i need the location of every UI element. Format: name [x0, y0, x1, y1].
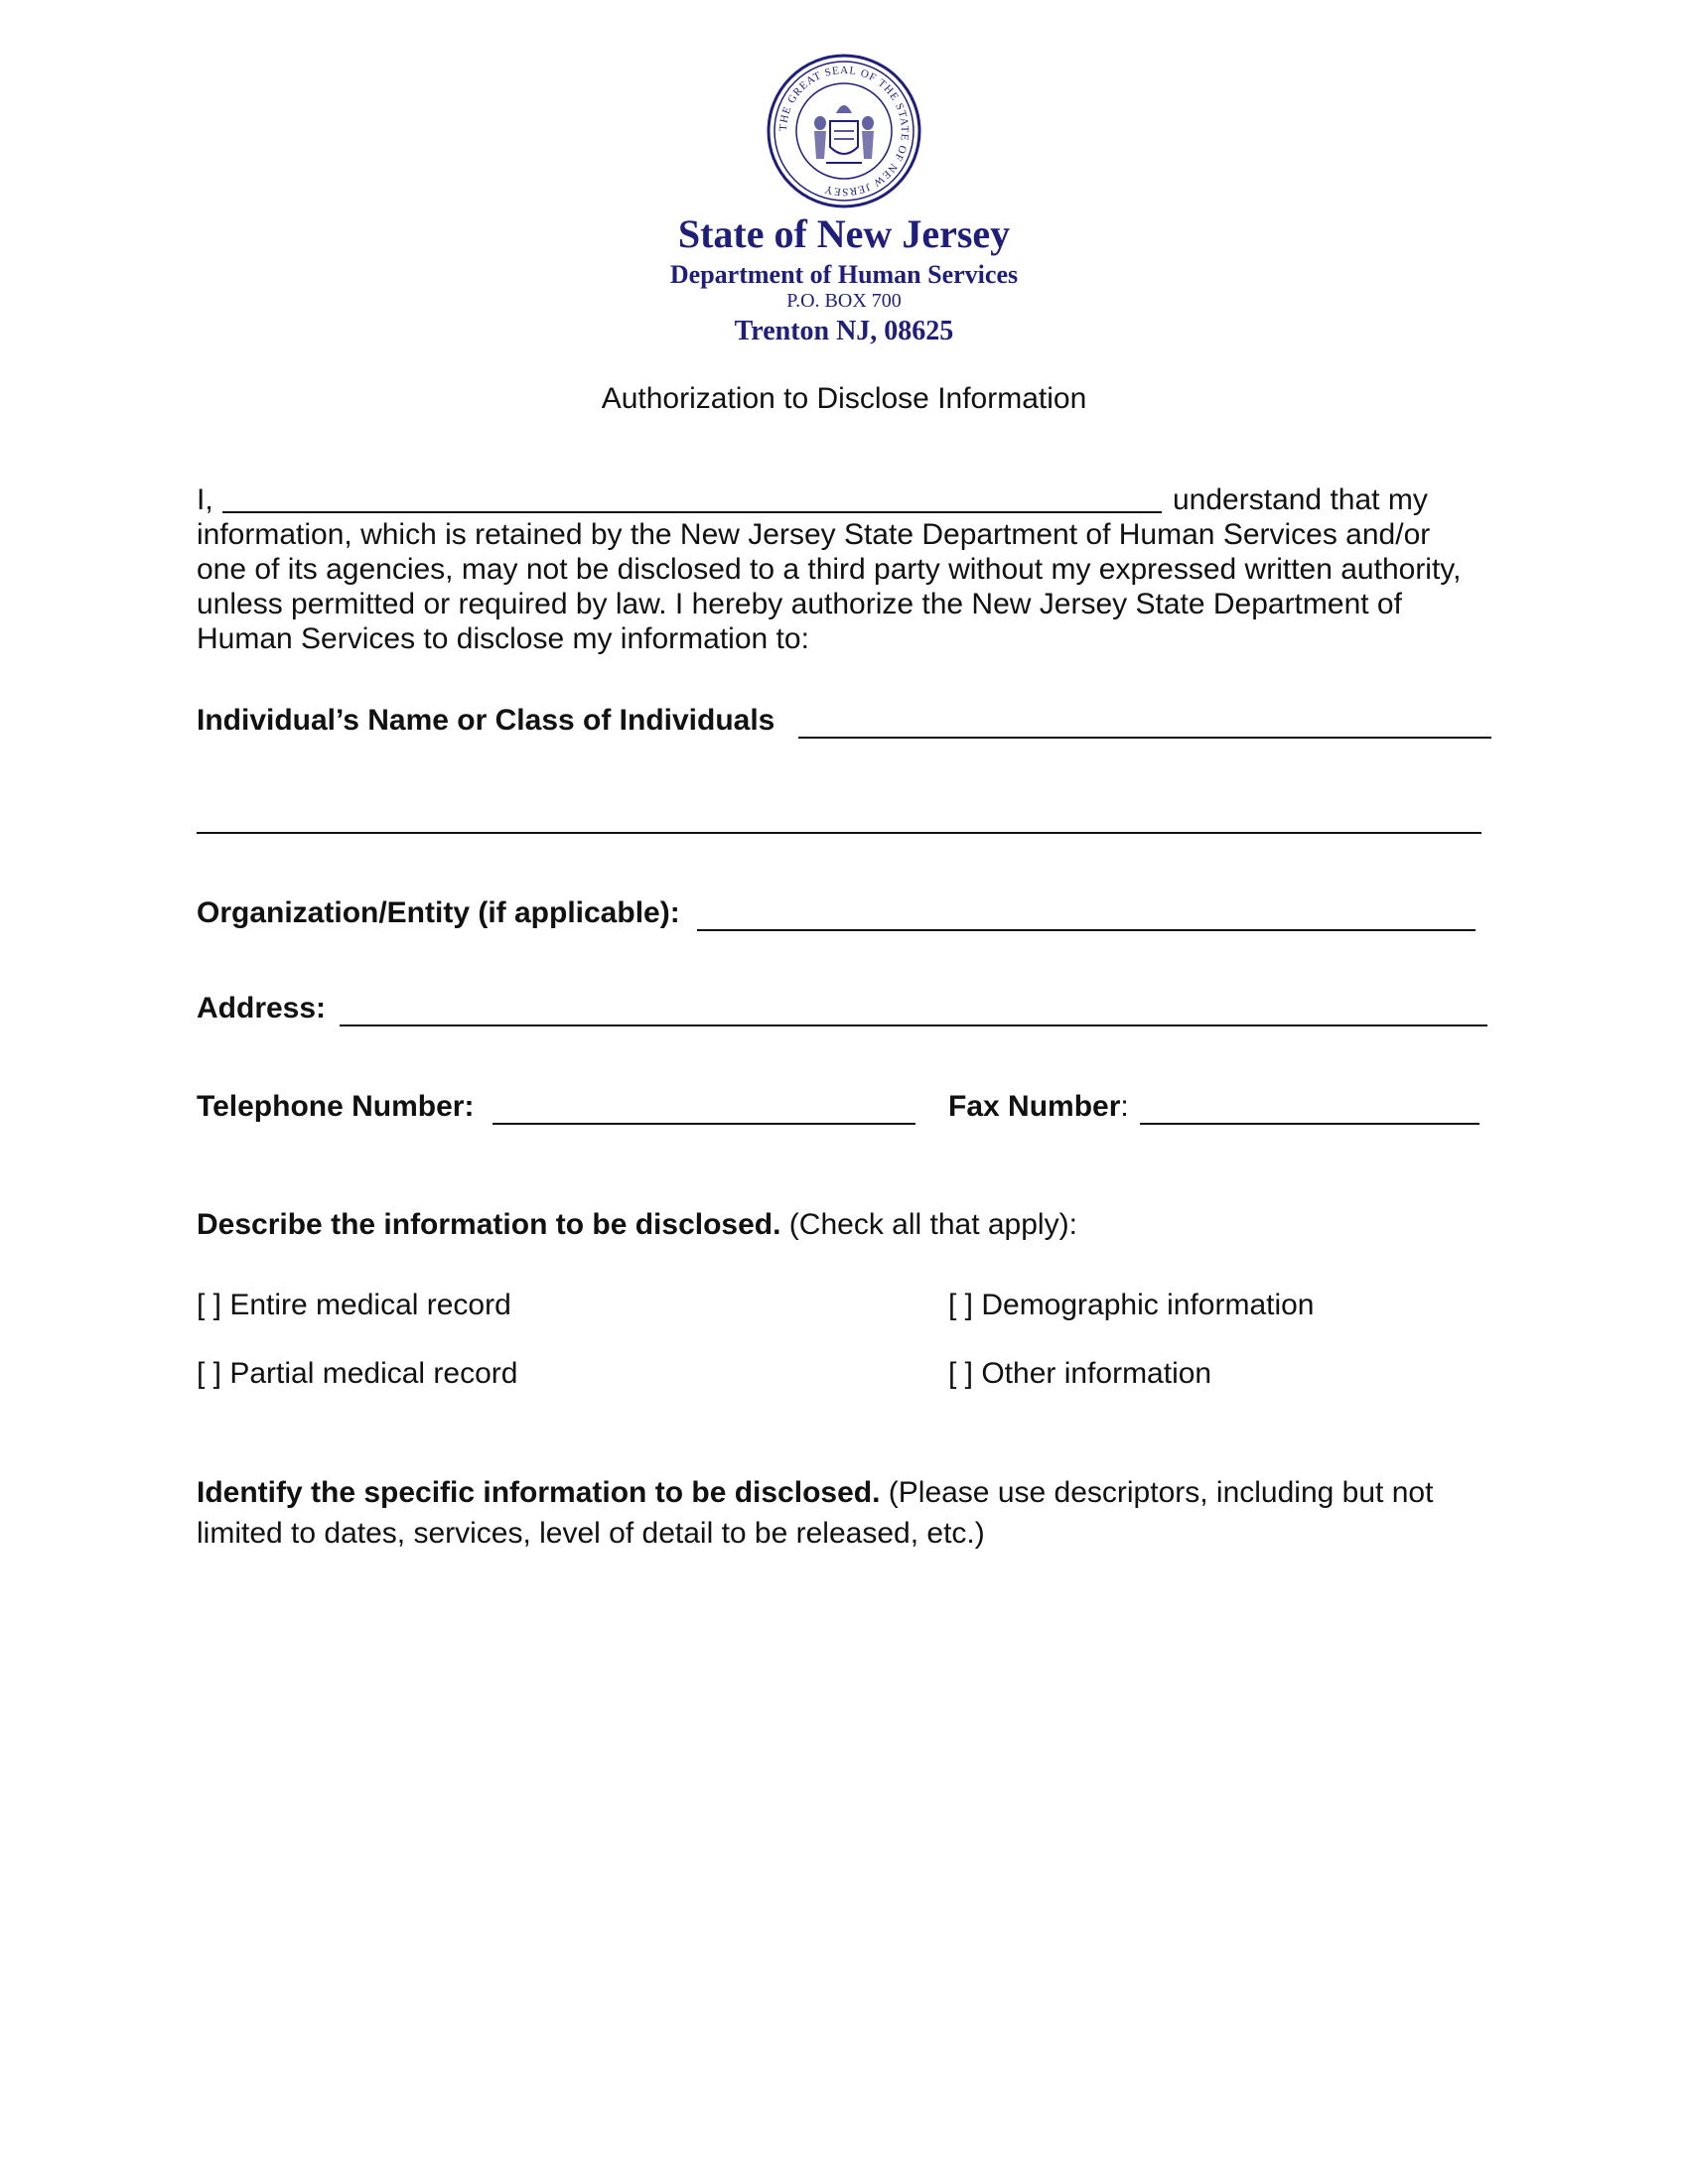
individual-name-blank[interactable] [798, 737, 1491, 739]
header-city: Trenton NJ, 08625 [734, 316, 954, 346]
intro-line-3: one of its agencies, may not be disclosed to a third party without my expressed written authority, [197, 553, 1462, 586]
identify-heading-bold: Identify the specific information to be disclosed. [197, 1476, 881, 1509]
name-blank[interactable] [222, 511, 1162, 513]
checkbox-entire-medical-record[interactable]: [ ] Entire medical record [197, 1289, 511, 1321]
intro-prefix: I, [197, 483, 213, 516]
individual-name-blank-2[interactable] [197, 832, 1481, 834]
telephone-blank[interactable] [492, 1123, 915, 1125]
fax-label-text: Fax Number [948, 1090, 1121, 1123]
checkbox-demographic-information[interactable]: [ ] Demographic information [948, 1289, 1315, 1321]
intro-suffix: understand that my [1173, 483, 1428, 516]
identify-heading-rest: (Please use descriptors, including but not [880, 1476, 1434, 1509]
header-state: State of New Jersey [677, 211, 1011, 256]
state-seal-icon [765, 52, 923, 210]
intro-line-4: unless permitted or required by law. I hereby authorize the New Jersey State Department of [197, 588, 1402, 620]
header-department: Department of Human Services [669, 260, 1019, 289]
describe-heading-bold: Describe the information to be disclosed. [197, 1208, 781, 1241]
header-po-box: P.O. BOX 700 [786, 290, 902, 312]
describe-heading-rest: (Check all that apply): [780, 1208, 1077, 1241]
identify-heading [197, 1476, 1433, 1510]
checkbox-partial-medical-record[interactable]: [ ] Partial medical record [197, 1357, 518, 1390]
intro-line-2: information, which is retained by the New Jersey State Department of Human Services and/or [197, 518, 1431, 551]
organization-blank[interactable] [697, 929, 1476, 931]
individual-name-label: Individual’s Name or Class of Individuals [197, 704, 775, 737]
checkbox-other-information[interactable]: [ ] Other information [948, 1357, 1212, 1390]
fax-blank[interactable] [1140, 1123, 1479, 1125]
identify-line-2: limited to dates, services, level of detail to be released, etc.) [197, 1517, 985, 1550]
state-seal [765, 52, 923, 210]
seal-ring-text: THE GREAT SEAL OF THE STATE OF NEW JERSEY [776, 64, 912, 199]
document-title: Authorization to Disclose Information [601, 382, 1087, 415]
fax-label [948, 1090, 1129, 1124]
organization-label: Organization/Entity (if applicable): [197, 896, 680, 929]
address-label: Address: [197, 992, 327, 1024]
intro-line-5: Human Services to disclose my information to: [197, 622, 809, 655]
telephone-label: Telephone Number: [197, 1090, 475, 1123]
describe-heading [197, 1208, 1077, 1242]
address-blank[interactable] [340, 1024, 1487, 1026]
fax-label-colon: : [1120, 1090, 1129, 1123]
